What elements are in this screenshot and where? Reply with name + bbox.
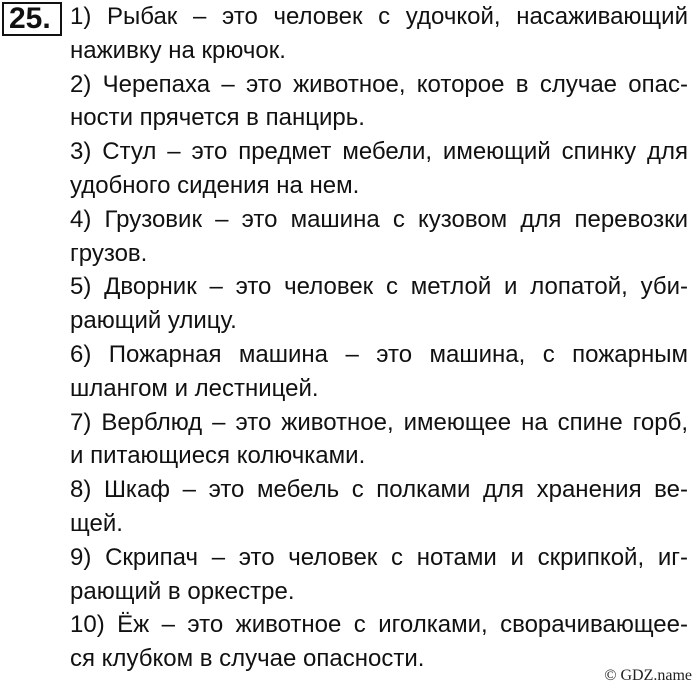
- answer-line: 4) Грузовик – это машина с кузовом для перевозки: [70, 205, 688, 233]
- answer-line: наживку на крючок.: [70, 36, 286, 64]
- answer-line: рающий улицу.: [70, 307, 237, 335]
- answer-item: [70, 608, 688, 676]
- answer-line: 10) Ёж – это животное с иголками, сворачивающее-: [70, 611, 688, 639]
- answer-item: [70, 270, 688, 338]
- answer-line: ся клубком в случае опасности.: [70, 645, 425, 673]
- answer-line: 9) Скрипач – это человек с нотами и скрипкой, иг-: [70, 543, 688, 571]
- answer-line: рающий в оркестре.: [70, 577, 295, 605]
- answer-item: [70, 541, 688, 609]
- answer-line: шлангом и лестницей.: [70, 374, 319, 402]
- answer-item: [70, 68, 688, 136]
- answer-item: [70, 135, 688, 203]
- answer-line: 2) Черепаха – это животное, которое в случае опас-: [70, 70, 688, 98]
- answer-line: щей.: [70, 509, 123, 537]
- exercise-number-badge: [2, 2, 62, 36]
- answer-line: 7) Верблюд – это животное, имеющее на спине горб,: [70, 408, 688, 436]
- answer-line: 5) Дворник – это человек с метлой и лопатой, уби-: [70, 273, 688, 301]
- answer-line: и питающиеся колючками.: [70, 442, 366, 470]
- exercise-number: 25.: [9, 2, 51, 35]
- answer-item: [70, 0, 688, 68]
- answer-item: [70, 338, 688, 406]
- answer-line: ности прячется в панцирь.: [70, 104, 365, 132]
- answer-line: грузов.: [70, 239, 148, 267]
- answer-item: [70, 406, 688, 474]
- answer-list: [70, 0, 688, 676]
- answer-item: [70, 473, 688, 541]
- answer-item: [70, 203, 688, 271]
- answer-line: 1) Рыбак – это человек с удочкой, насаживающий: [70, 3, 688, 30]
- site-watermark: © GDZ.name: [604, 667, 692, 684]
- answer-line: 8) Шкаф – это мебель с полками для хранения ве-: [70, 476, 688, 504]
- answer-line: удобного сидения на нем.: [70, 171, 360, 199]
- answer-line: 6) Пожарная машина – это машина, с пожарным: [70, 340, 688, 368]
- answer-line: 3) Стул – это предмет мебели, имеющий спинку для: [70, 138, 688, 166]
